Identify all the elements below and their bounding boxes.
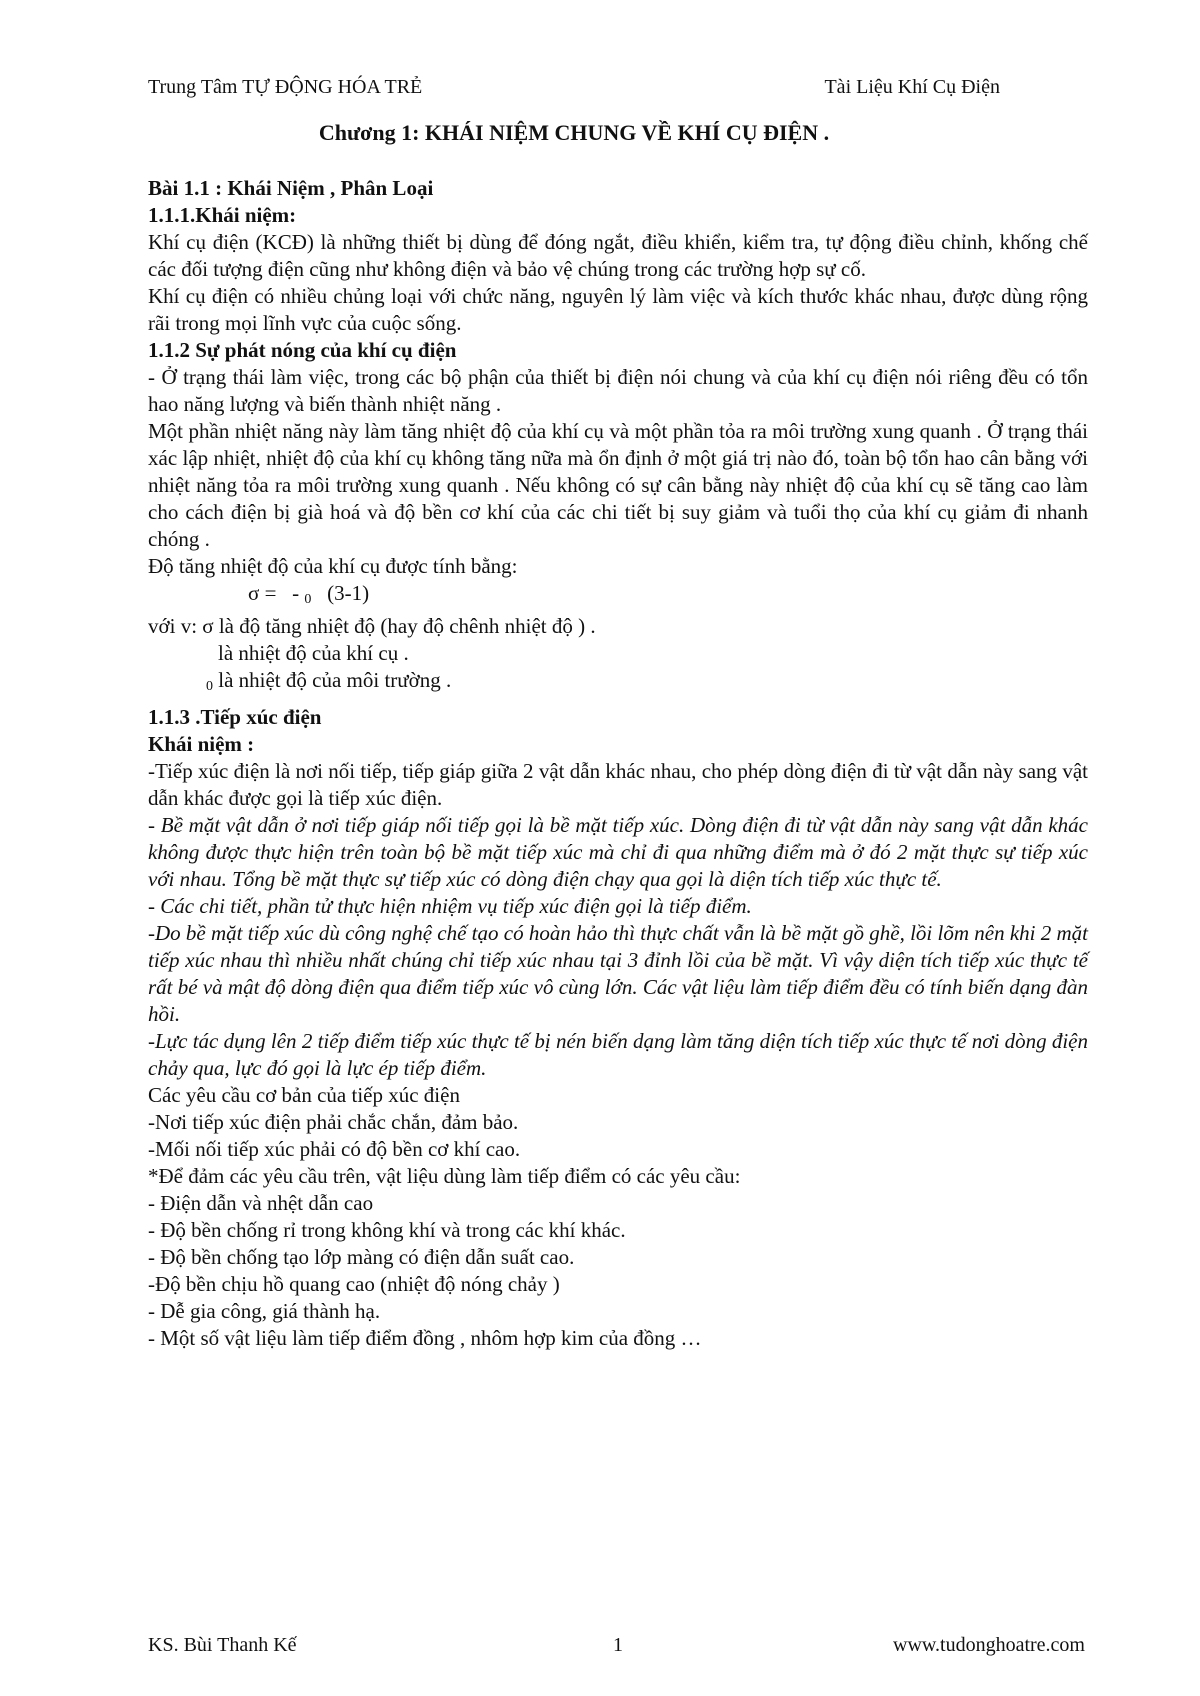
concept-heading: Khái niệm : — [148, 732, 255, 756]
section-1-1-1-paragraph-2: Khí cụ điện có nhiều chủng loại với chức năng, nguyên lý làm việc và kích thước khác nhau, được dùng rộng rãi trong mọi lĩnh vực của cuộc sống. — [148, 284, 1088, 335]
document-body — [148, 175, 1088, 1352]
section-1-1-2-paragraph-2: Một phần nhiệt năng này làm tăng nhiệt độ của khí cụ và một phần tỏa ra môi trường xung quanh . Ở trạng thái xác lập nhiệt, nhiệt độ của khí cụ không tăng nữa mà ổn định ở một giá trị nào đó, toàn bộ tổn hao cân bằng với nhiệt năng tỏa ra môi trường xung quanh . Nếu không có sự cân bằng này nhiệt độ của khí cụ sẽ tăng cao làm cho cách điện bị già hoá và độ bền cơ khí của các chi tiết bị suy giảm và tuổi thọ của khí cụ giảm đi nhanh chóng . — [148, 419, 1088, 551]
italic-paragraph-2: - Các chi tiết, phần tử thực hiện nhiệm vụ tiếp xúc điện gọi là tiếp điểm. — [148, 894, 752, 918]
header-right: Tài Liệu Khí Cụ Điện — [824, 76, 1000, 98]
page-number: 1 — [613, 1634, 623, 1656]
requirement-item: - Một số vật liệu làm tiếp điểm đồng , nhôm hợp kim của đồng … — [148, 1326, 702, 1350]
section-1-1-2-paragraph-1: - Ở trạng thái làm việc, trong các bộ phận của thiết bị điện nói chung và của khí cụ điện nói riêng đều có tổn hao năng lượng và biến thành nhiệt năng . — [148, 365, 1088, 416]
lesson-title: Bài 1.1 : Khái Niệm , Phân Loại — [148, 176, 434, 200]
section-1-1-3-paragraph-1: -Tiếp xúc điện là nơi nối tiếp, tiếp giáp giữa 2 vật dẫn khác nhau, cho phép dòng điện đi từ vật dẫn này sang vật dẫn khác được gọi là tiếp xúc điện. — [148, 759, 1088, 810]
section-1-1-2-paragraph-3: Độ tăng nhiệt độ của khí cụ được tính bằng: — [148, 554, 518, 578]
chapter-title: Chương 1: KHÁI NIỆM CHUNG VỀ KHÍ CỤ ĐIỆN . — [318, 120, 830, 145]
section-1-1-1-paragraph-1: Khí cụ điện (KCĐ) là những thiết bị dùng để đóng ngắt, điều khiển, kiểm tra, tự động điều chỉnh, khống chế các đối tượng điện cũng như không điện và bảo vệ chúng trong các trường hợp sự cố. — [148, 230, 1088, 281]
italic-paragraph-3: -Do bề mặt tiếp xúc dù công nghệ chế tạo có hoàn hảo thì thực chất vẫn là bề mặt gồ ghề, lồi lõm nên khi 2 mặt tiếp xúc nhau thì nhiều nhất chúng chỉ tiếp xúc nhau tại 3 đỉnh lồi của bề mặt. Vì vậy diện tích tiếp xúc thực tế rất bé và mật độ dòng điện qua điểm tiếp xúc vô cùng lớn. Các vật liệu làm tiếp điểm đều có tính biến dạng đàn hồi. — [148, 921, 1088, 1026]
requirement-item: - Dễ gia công, giá thành hạ. — [148, 1299, 381, 1323]
requirement-item: *Để đảm các yêu cầu trên, vật liệu dùng làm tiếp điểm có các yêu cầu: — [148, 1164, 741, 1188]
formula-subscript: 0 — [304, 592, 312, 607]
requirement-item: - Độ bền chống rỉ trong không khí và trong các khí khác. — [148, 1218, 626, 1242]
formula-3-1 — [148, 580, 1088, 613]
section-1-1-1-title: 1.1.1.Khái niệm: — [148, 203, 297, 227]
section-1-1-3-title: 1.1.3 .Tiếp xúc điện — [148, 705, 322, 729]
page-header — [148, 76, 1000, 99]
where-subscript: 0 — [206, 679, 213, 694]
requirement-item: -Mối nối tiếp xúc phải có độ bền cơ khí cao. — [148, 1137, 521, 1161]
formula-minus: - — [292, 581, 300, 605]
formula-where-line-1 — [148, 613, 1088, 640]
footer-author: KS. Bùi Thanh Kế — [148, 1634, 297, 1656]
formula-lhs: σ = — [248, 581, 277, 605]
italic-paragraph-4: -Lực tác dụng lên 2 tiếp điểm tiếp xúc thực tế bị nén biến dạng làm tăng diện tích tiếp xúc thực tế nơi dòng điện chảy qua, lực đó gọi là lực ép tiếp điểm. — [148, 1029, 1088, 1080]
requirement-item: -Độ bền chịu hồ quang cao (nhiệt độ nóng chảy ) — [148, 1272, 560, 1296]
requirement-item: -Nơi tiếp xúc điện phải chắc chắn, đảm bảo. — [148, 1110, 519, 1134]
where-ambient: là nhiệt độ của môi trường . — [218, 668, 452, 692]
formula-where-line-2: là nhiệt độ của khí cụ . — [218, 641, 409, 665]
formula-where-line-3 — [148, 667, 1088, 700]
section-1-1-2-title: 1.1.2 Sự phát nóng của khí cụ điện — [148, 338, 457, 362]
where-sigma: σ là độ tăng nhiệt độ (hay độ chênh nhiệt độ ) . — [202, 614, 596, 638]
where-prefix: với v: — [148, 614, 198, 638]
italic-paragraph-1: - Bề mặt vật dẫn ở nơi tiếp giáp nối tiếp gọi là bề mặt tiếp xúc. Dòng điện đi từ vật dẫn này sang vật dẫn khác không được thực hiện trên toàn bộ bề mặt tiếp xúc mà chỉ đi qua những điểm mà ở đó 2 mặt thực sự tiếp xúc với nhau. Tổng bề mặt thực sự tiếp xúc có dòng điện chạy qua gọi là diện tích tiếp xúc thực tế. — [148, 813, 1088, 891]
requirement-item: - Điện dẫn và nhệt dẫn cao — [148, 1191, 374, 1215]
formula-reference: (3-1) — [327, 581, 370, 605]
requirements-title: Các yêu cầu cơ bản của tiếp xúc điện — [148, 1083, 460, 1107]
requirement-item: - Độ bền chống tạo lớp màng có điện dẫn suất cao. — [148, 1245, 575, 1269]
header-left: Trung Tâm TỰ ĐỘNG HÓA TRẺ — [148, 76, 423, 98]
footer-website[interactable]: www.tudonghoatre.com — [893, 1634, 1085, 1656]
